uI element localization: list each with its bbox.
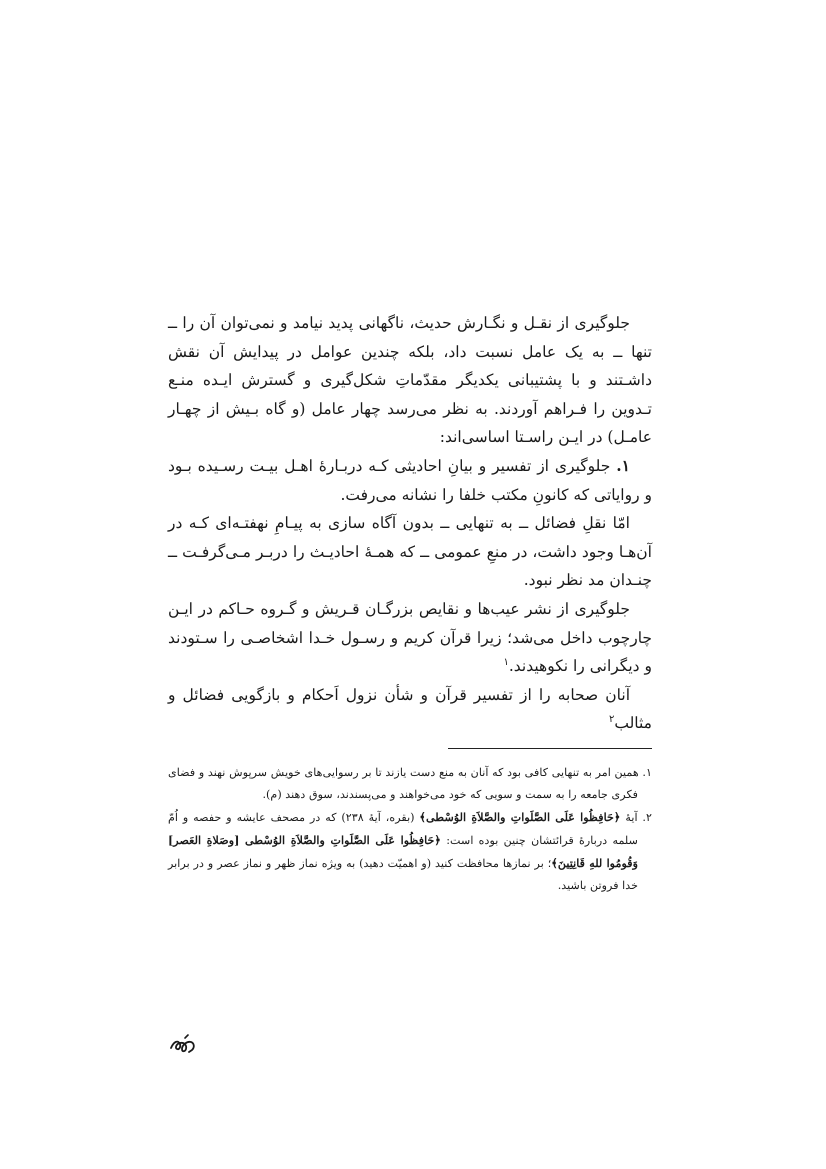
main-text-block [168,309,652,738]
paragraph-sahaba-text: آنان صحابه را از تفسیر قرآن و شأن نزول اَحکام و بازگویی فضائل و مثالب [168,685,652,733]
paragraph-fazail: امّا نقلِ فضائل ــ به تنهایی ــ بدون آگاه سازی به پیـامِ نهفتـه‌ای کـه در آن‌هـا وجود داشت، در منعِ عمومی ــ که همـهٔ احادیـث را دربـر مـی‌گرفـت ــ چنـدان مد نظر نبود. [168,514,652,590]
footnote-2-reference: (بقره، آیهٔ ۲۳۸) که در مصحف عایشه و حفصه و اُمّ سلمه دربارهٔ قرائتشان چنین بوده است: [168,811,638,847]
paragraph-quraysh [168,595,652,681]
paragraph-item-1-text: جلوگیری از تفسیر و بیانِ احادیثی کـه دربـارهٔ اهـل بیـت رسـیده بـود و روایاتی که کانونِ مکتب خلفا را نشانه می‌رفت. [168,456,652,504]
paragraph-item-1 [168,452,652,509]
page-number-glyph-svg [168,1032,198,1056]
footnotes-block [168,762,652,897]
footnote-1: ۱. همین امر به تنهایی کافی بود که آنان به منع دست یازند تا بر رسوایی‌های خویش سرپوش نهند و فضای فکری جامعه را به سمت و سویی که خود می‌خواهند و می‌پسندند، سوق دهند (م). [168,766,652,801]
page-number-glyph-icon [168,1032,198,1056]
footnote-2 [168,806,652,897]
footnote-2-intro: ۲. آیهٔ [625,811,652,824]
footnote-divider [448,748,652,749]
footnote-ref-2[interactable]: ۲ [608,714,615,726]
item-number: ۱. [616,455,630,475]
footnote-2-variant-verse: ﴿حَافِظُوا عَلَی الصَّلَواتِ والصَّلاَةِ الوُسْطی [وصَلاةِ العَصر] وَقُومُوا للهِ قَانِتِینَ﴾ [168,833,638,870]
paragraph-sahaba [168,681,652,738]
paragraph-intro: جلوگیری از نقـل و نگـارش حدیث، ناگهانی پدید نیامد و نمی‌توان آن را ــ تنها ــ به یک عامل نسبت داد، بلکه چندین عوامل در پیدایش آن نقش داشـتند و با پشتیبانی یکدیگر مقدّماتِ شکل‌گیری و گسترش ایـده منـع تـدوین را فـراهم آوردند. به نظر می‌رسد چهار عامل (و گاه بـیش از چهـار عامـل) در ایـن راسـتا اساسی‌اند: [168,314,652,447]
paragraph-quraysh-text: جلوگیری از نشر عیب‌ها و نقایص بزرگـان قـریش و گـروه حـاکم در ایـن چارچوب داخل می‌شد؛ زیرا قرآن کریم و رسـول خـدا اشخاصـی را سـتودند و دیگرانی را نکوهیدند. [168,599,652,676]
footnote-ref-1[interactable]: ۱ [503,656,509,668]
footnote-2-verse: ﴿حَافِظُوا عَلَی الصَّلَواتِ والصَّلاَةِ الوُسْطی﴾ [419,810,621,824]
footnote-2-translation: ؛ بر نمازها محافظت کنید (و اهمیّت دهید) به ویژه نماز ظهر و نماز عصر و در برابر خدا فروتن باشید. [168,857,638,892]
